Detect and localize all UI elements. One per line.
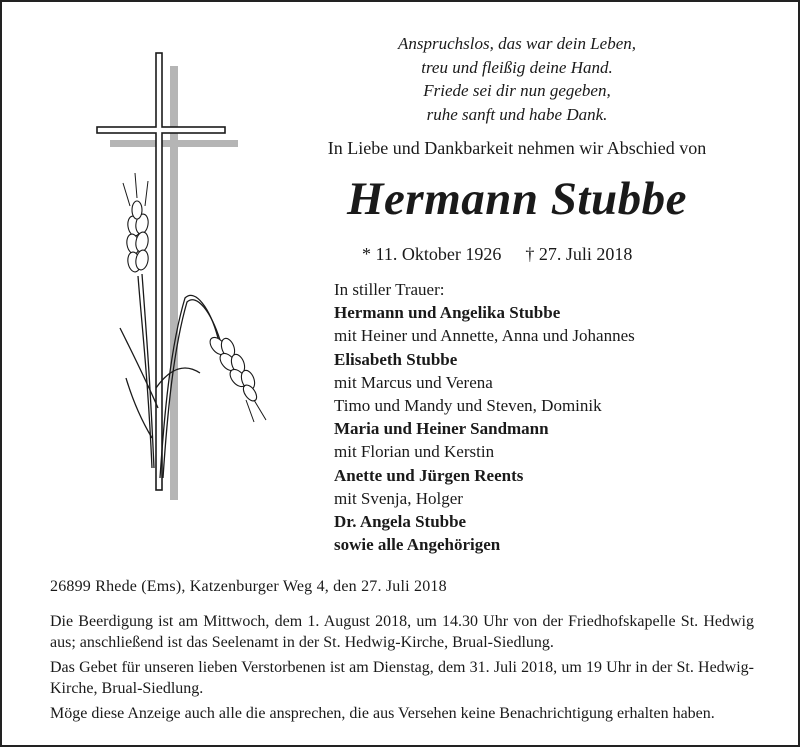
mourner-line: sowie alle Angehörigen <box>334 535 501 555</box>
mourners-heading: In stiller Trauer: <box>334 280 445 299</box>
death-date: † 27. Juli 2018 <box>525 244 633 264</box>
mourner-line: Anette und Jürgen Reents <box>334 465 524 485</box>
cross-with-wheat-icon <box>90 48 270 508</box>
mourner-line: mit Florian und Kerstin <box>334 442 495 462</box>
mourner-line: Timo und Mandy und Steven, Dominik <box>334 396 602 416</box>
mourner-line: mit Marcus und Verena <box>334 372 493 392</box>
intro-text: In Liebe und Dankbarkeit nehmen wir Abschied von <box>327 138 707 158</box>
poem <box>302 32 732 126</box>
mourner-line: Hermann und Angelika Stubbe <box>334 303 561 323</box>
location-date-line: 26899 Rhede (Ems), Katzenburger Weg 4, den 27. Juli 2018 <box>50 578 447 595</box>
life-dates <box>362 244 702 265</box>
deceased-name: Hermann Stubbe <box>347 173 687 225</box>
mourners-list <box>334 278 754 556</box>
mourner-line: Elisabeth Stubbe <box>334 349 458 369</box>
mourner-line: mit Heiner und Annette, Anna und Johannes <box>334 326 635 346</box>
mourner-line: Dr. Angela Stubbe <box>334 512 467 532</box>
notice-remark: Möge diese Anzeige auch alle die ansprechen, die aus Versehen keine Benachrichtigung erhalten haben. <box>50 705 715 722</box>
poem-line: ruhe sanft und habe Dank. <box>426 104 608 124</box>
funeral-info: Die Beerdigung ist am Mittwoch, dem 1. August 2018, um 14.30 Uhr von der Friedhofskapelle St. Hedwig aus; anschließend ist das Seelenamt in der St. Hedwig-Kirche, Brual-Siedlung. <box>50 613 754 651</box>
prayer-info: Das Gebet für unseren lieben Verstorbenen ist am Dienstag, dem 31. Juli 2018, um 19 Uhr in der St. Hedwig-Kirche, Brual-Siedlung. <box>50 659 754 697</box>
poem-line: Anspruchslos, das war dein Leben, <box>398 34 636 53</box>
mourner-line: Maria und Heiner Sandmann <box>334 419 549 439</box>
birth-date: * 11. Oktober 1926 <box>362 244 502 264</box>
poem-line: Friede sei dir nun gegeben, <box>423 81 611 100</box>
poem-line: treu und fleißig deine Hand. <box>421 57 613 77</box>
mourner-line: mit Svenja, Holger <box>334 488 463 508</box>
